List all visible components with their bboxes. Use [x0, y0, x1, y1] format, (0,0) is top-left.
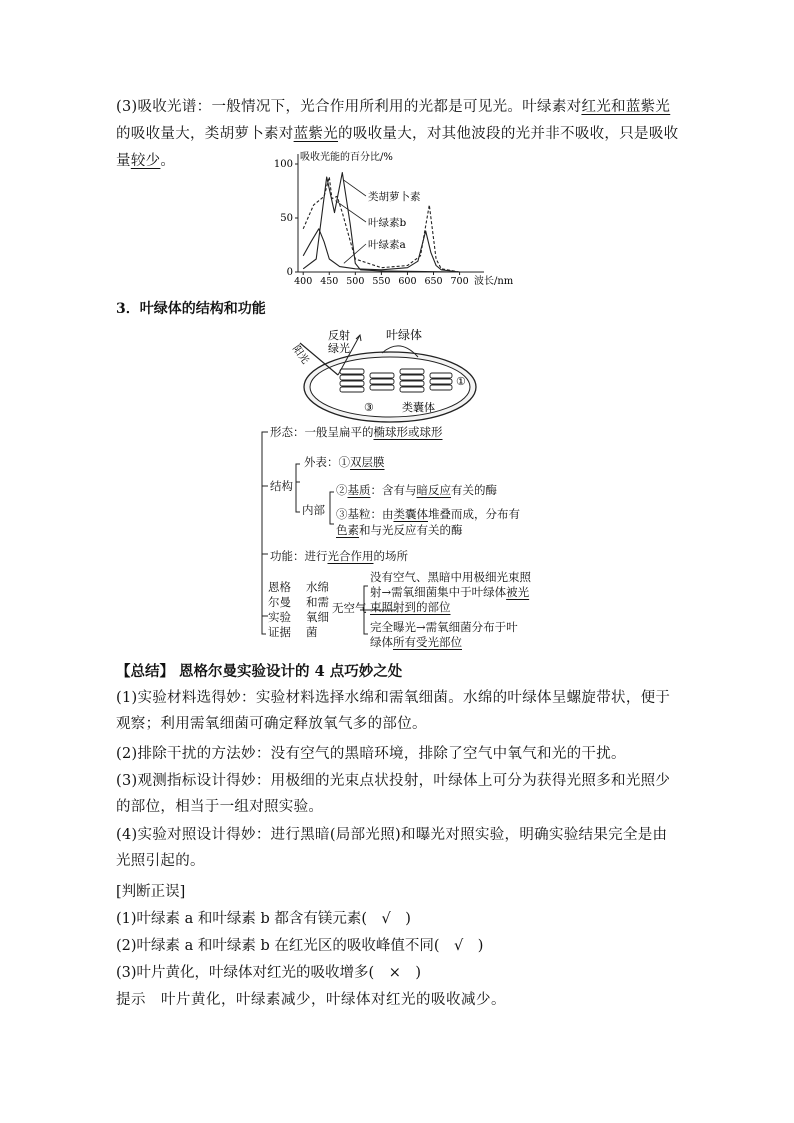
reflect-label: 反射 — [328, 329, 350, 342]
series-label-1: 叶绿素b — [368, 217, 407, 229]
engelmann-label: 恩格 尔曼 实验 证据 — [268, 580, 291, 639]
grana-row-2: 色素和与光反应有关的酶 — [336, 523, 463, 537]
x-tick-label: 500 — [346, 276, 365, 287]
sunlight-label: 阳光 — [290, 343, 311, 367]
para-text: 的吸收量大，对其他波段的光并非不吸收，只是吸收量 — [116, 126, 679, 169]
light-condition: 完全曝光→需氧细菌分布于叶 绿体所有受光部位 — [370, 620, 518, 649]
stroma-row: ②基质：含有与暗反应有关的酶 — [336, 483, 497, 497]
y-axis-label: 吸收光能的百分比/% — [300, 152, 393, 163]
label-3: ③ — [364, 401, 374, 414]
y-tick-label: 0 — [286, 267, 293, 278]
concept-tree — [256, 424, 546, 654]
material-label: 水绵 和需 氧细 菌 — [306, 580, 329, 639]
dark-condition: 没有空气、黑暗中用极细光束照 射→需氧细菌集中于叶绿体被光 束照射到的部位 — [370, 570, 531, 614]
thylakoid-label: 类囊体 — [402, 401, 435, 414]
summary-p3: (3)观测指标设计得妙：用极细的光束点状投射，叶绿体上可分为获得光照多和光照少的部位，相当于一组对照实验。 — [116, 773, 671, 815]
y-tick-label: 100 — [273, 159, 293, 170]
x-axis-label: 波长/nm — [474, 276, 514, 287]
green-light-label: 绿光 — [328, 342, 350, 355]
summary-title: 【总结】 恩格尔曼实验设计的 4 点巧妙之处 — [116, 663, 403, 680]
series-leader-1 — [336, 201, 366, 222]
judge-q2: (2)叶绿素 a 和叶绿素 b 在红光区的吸收峰值不同( √ ) — [116, 938, 484, 954]
summary-p2: (2)排除干扰的方法妙：没有空气的黑暗环境，排除了空气中氧气和光的干扰。 — [116, 746, 626, 762]
chloroplast-diagram — [290, 325, 490, 425]
function-row: 功能：进行光合作用的场所 — [270, 549, 408, 563]
x-tick-label: 650 — [424, 276, 443, 287]
x-tick-label: 400 — [294, 276, 313, 287]
judge-hint: 提示 叶片黄化，叶绿素减少，叶绿体对红光的吸收减少。 — [116, 992, 506, 1008]
outer-row: 外表：①双层膜 — [304, 455, 385, 469]
judge-title: [判断正误] — [116, 884, 186, 900]
underlined-term: 红光和蓝紫光 — [581, 99, 671, 115]
no-air-label: 无空气 — [332, 601, 367, 615]
series-label-0: 类胡萝卜素 — [368, 191, 421, 203]
label-1: ① — [456, 375, 466, 388]
series-label-2: 叶绿素a — [368, 239, 406, 251]
summary-p4: (4)实验对照设计得妙：进行黑暗(局部光照)和曝光对照实验，明确实验结果完全是由光照引起的。 — [116, 827, 668, 869]
chloroplast-label: 叶绿体 — [386, 328, 423, 342]
inner-label: 内部 — [302, 503, 325, 517]
summary-p1: (1)实验材料选得妙：实验材料选择水绵和需氧细菌。水绵的叶绿体呈螺旋带状，便于观察；利用需氧细菌可确定释放氧气多的部位。 — [116, 690, 671, 732]
chart-axes — [295, 154, 484, 275]
para-text: 。 — [160, 153, 176, 169]
para-text: 的吸收量大，类胡萝卜素对 — [116, 126, 294, 142]
judge-q1: (1)叶绿素 a 和叶绿素 b 都含有镁元素( √ ) — [116, 911, 411, 927]
y-tick-label: 50 — [280, 213, 293, 224]
x-tick-label: 450 — [320, 276, 339, 287]
underlined-term: 较少 — [130, 153, 161, 169]
absorption-spectrum-chart — [270, 148, 530, 290]
section-heading: 3．叶绿体的结构和功能 — [116, 301, 266, 317]
para-text: (3)吸收光谱：一般情况下，光合作用所利用的光都是可见光。叶绿素对 — [116, 99, 582, 115]
underlined-term: 蓝紫光 — [293, 126, 339, 142]
judge-q3: (3)叶片黄化，叶绿体对红光的吸收增多( × ) — [116, 965, 422, 981]
series-leader-0 — [344, 180, 366, 196]
x-tick-label: 550 — [372, 276, 391, 287]
structure-label: 结构 — [270, 479, 293, 493]
x-tick-label: 700 — [450, 276, 469, 287]
shape-row: 形态：一般呈扁平的椭球形或球形 — [270, 425, 443, 439]
grana-row-1: ③基粒：由类囊体堆叠而成，分布有 — [336, 507, 520, 521]
x-tick-label: 600 — [398, 276, 417, 287]
